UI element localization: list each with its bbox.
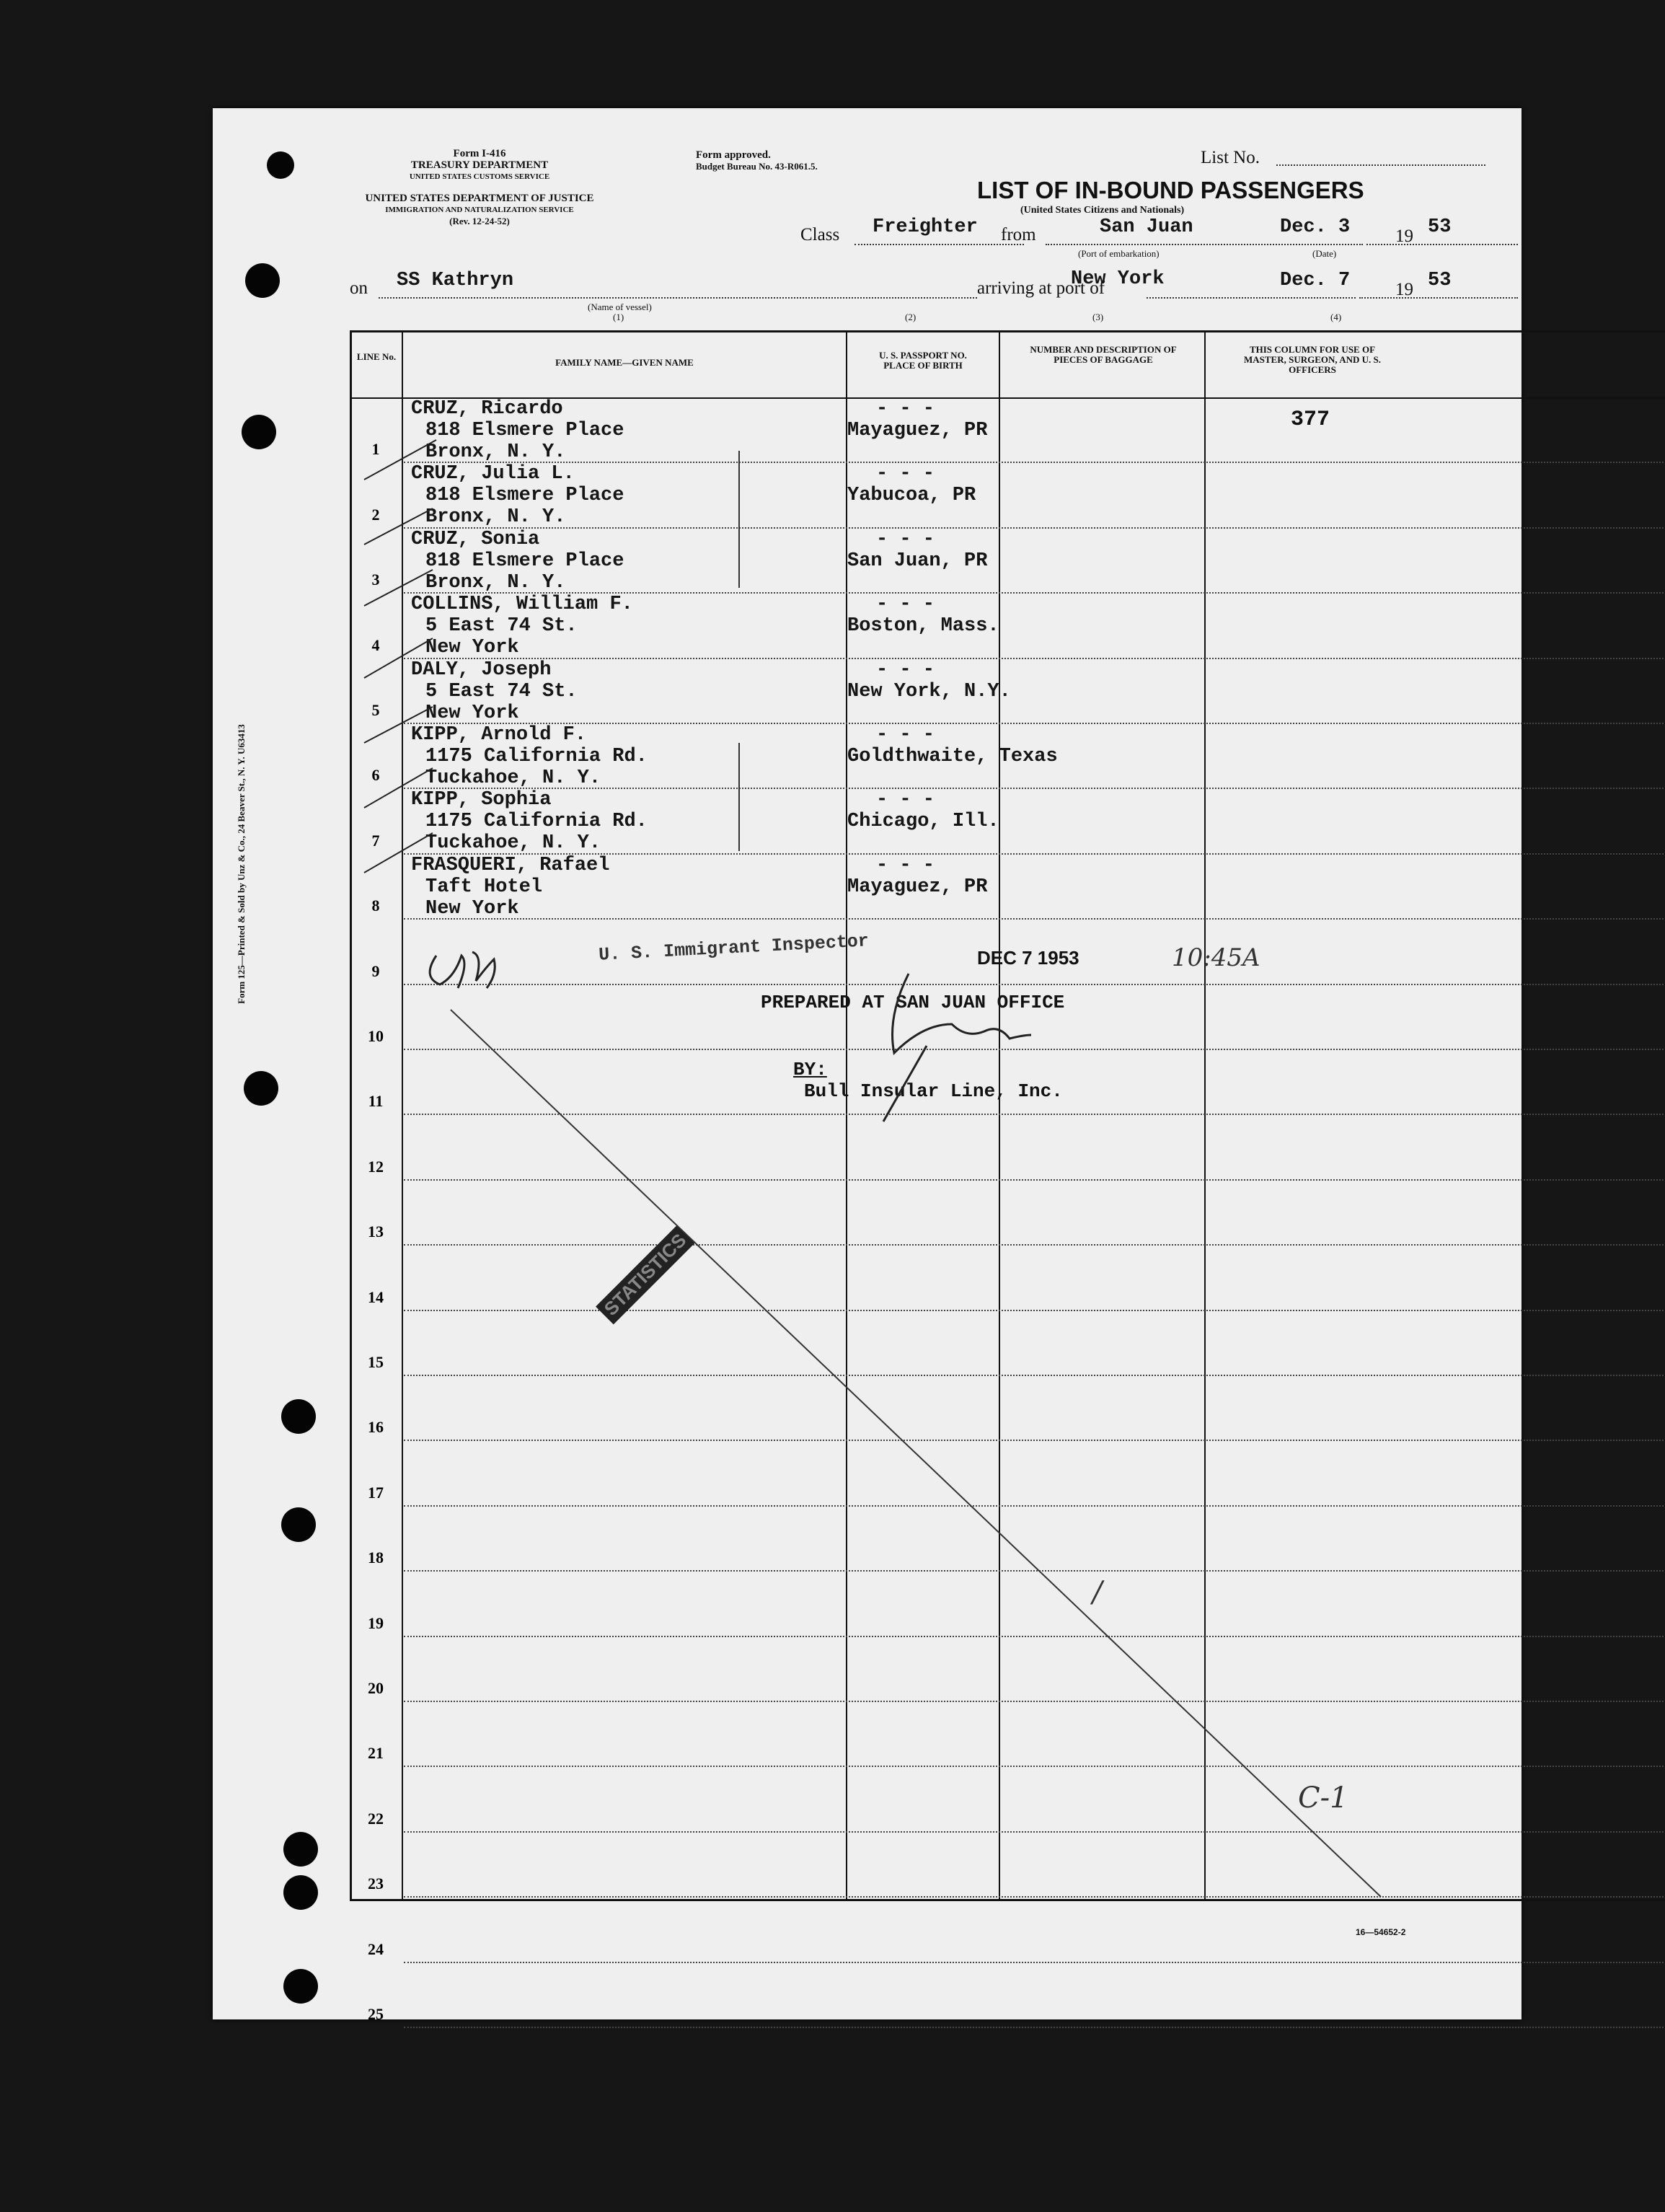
passenger-city: New York — [425, 897, 519, 920]
passenger-address: 1175 California Rd. — [425, 746, 648, 767]
by-label: BY: — [793, 1059, 827, 1080]
page-subtitle: (United States Citizens and Nationals) — [1020, 205, 1185, 216]
punch-hole — [281, 1399, 316, 1434]
class-value: Freighter — [873, 216, 978, 238]
punch-hole — [283, 1969, 318, 2004]
passenger-address: 5 East 74 St. — [425, 680, 578, 702]
date-caption: (Date) — [1312, 248, 1337, 259]
list-no-label: List No. — [1201, 148, 1260, 167]
punch-hole — [267, 151, 294, 179]
embark-date: Dec. 3 — [1280, 216, 1351, 238]
punch-hole — [283, 1832, 318, 1867]
passenger-name: COLLINS, William F. — [411, 594, 633, 616]
row-check-marks — [364, 440, 436, 873]
form-approved: Form approved. — [696, 149, 771, 161]
line-number: 20 — [368, 1679, 384, 1697]
embark-year: 53 — [1428, 216, 1452, 238]
line-number: 12 — [368, 1157, 384, 1176]
place-of-birth: Mayaguez, PR — [847, 876, 988, 898]
prepared-at: PREPARED AT SAN JUAN OFFICE — [761, 992, 1065, 1013]
passenger-name: FRASQUERI, Rafael — [411, 854, 610, 876]
manifest-page: Form I-416 TREASURY DEPARTMENT UNITED STATES CUSTOMS SERVICE UNITED STATES DEPARTMENT OF JUSTICE IMMIGRATION AND NATURALIZATION SERVICE (Rev. 12-24-52) Form approved. Budget Bureau No. 43-R061.5. List No. LIST OF IN-BOUND PASSENGERS (United States Citizens and Nationals) Class Freighter from San Juan (Port of embarkation) Dec. 3 (Date) 19 53 on SS Kathryn (Name of vessel) (1) arriving at port of New York (2) (3) Dec. 7 (4) 19 53 Form 125—Printed & Sold by Unz & Co., 24 Beaver St., N. Y. U63413 LINE No. FAMILY NAME—GIVEN NAME U. S. PASSPORT NO. PLACE OF BIRTH NUMBER AND DESCRIPTION OF PIECES OF BAGGAGE THIS COLUMN FOR USE OF MASTER, SURGEON, AND U. S. OFFICERS 1 2 3 4 5 6 7 8 9 10 11 12 13 14 15 16 17 18 19 20 21 22 23 24 25 CRUZ, Ricardo 818 Elsmere Place Bronx, N. Y. - - - Mayaguez, PR CRUZ, Julia L. 818 Elsmere Place Bronx, N. Y. - - - Yabucoa, PR CRUZ, Sonia 818 Elsmere Place Bronx, N. Y. - - - San Juan, PR COLLINS, William F. 5 East 74 St. New York - - - Boston, Mass. DALY, Joseph 5 East 74 St. New York - - - New York, N.Y. KIPP, Arnold F. 1175 California Rd. Tuckahoe, N. Y. - - - Goldthwaite, Texas KIPP, Sophia 1175 California Rd. Tuckahoe, N. Y. - - - Chicago, Ill. FRASQUERI, Rafael Taft Hotel New York - - - Mayaguez, PR 377 U. S. Immigrant Inspector DEC 7 1953 10:45A PREPARED AT SAN JUAN OFFICE BY: Bull Insular Line, Inc. STATISTICS C-1 / 16—54652-2 — [213, 108, 1522, 2019]
class-label: Class — [800, 225, 840, 244]
passenger-name: CRUZ, Julia L. — [411, 463, 575, 485]
arrival-year: 53 — [1428, 270, 1452, 291]
line-number: 23 — [368, 1874, 384, 1893]
line-number: 21 — [368, 1744, 384, 1763]
handwritten-marks — [213, 108, 1522, 2019]
line-number: 13 — [368, 1222, 384, 1241]
col-header-name: FAMILY NAME—GIVEN NAME — [555, 357, 694, 368]
line-number: 22 — [368, 1809, 384, 1828]
statistics-stamp: STATISTICS — [596, 1225, 695, 1325]
vessel-caption: (Name of vessel) — [588, 301, 652, 312]
passport-number: - - - — [876, 658, 935, 681]
revision-date: (Rev. 12-24-52) — [449, 216, 510, 226]
arrival-port: New York — [1071, 268, 1165, 290]
cancel-line — [451, 1010, 1381, 1897]
line-number: 4 — [371, 635, 380, 654]
mark-c1: C-1 — [1298, 1781, 1348, 1815]
line-number: 8 — [371, 896, 380, 915]
punch-hole — [242, 415, 276, 449]
arriving-label: arriving at port of — [977, 278, 1105, 298]
passenger-city: Tuckahoe, N. Y. — [425, 767, 601, 789]
dept-treasury: TREASURY DEPARTMENT — [410, 159, 549, 171]
passenger-name: DALY, Joseph — [411, 658, 552, 681]
on-label: on — [350, 278, 368, 298]
punch-hole — [283, 1875, 318, 1910]
line-number: 7 — [371, 831, 380, 850]
printer-imprint: Form 125—Printed & Sold by Unz & Co., 24 Beaver St., N. Y. U63413 — [236, 724, 247, 1004]
arrival-date: Dec. 7 — [1280, 270, 1351, 291]
passenger-address: 818 Elsmere Place — [425, 420, 624, 441]
footer-code: 16—54652-2 — [1356, 1927, 1406, 1937]
stamp-date: DEC 7 1953 — [977, 947, 1079, 969]
tick-mark: / — [1092, 1576, 1103, 1609]
line-number: 6 — [371, 766, 380, 785]
line-number: 17 — [368, 1483, 384, 1502]
line-number: 25 — [368, 2005, 384, 2023]
place-of-birth: Goldthwaite, Texas — [847, 746, 1058, 767]
passenger-name: KIPP, Sophia — [411, 789, 552, 811]
place-of-birth: Chicago, Ill. — [847, 811, 999, 833]
punch-hole — [244, 1071, 278, 1106]
passenger-name: KIPP, Arnold F. — [411, 724, 587, 746]
passenger-city: Bronx, N. Y. — [425, 506, 566, 529]
arrival-time: 10:45A — [1172, 943, 1260, 972]
form-number: Form I-416 — [453, 148, 506, 159]
row-divider — [404, 2027, 1665, 2028]
line-number: 16 — [368, 1418, 384, 1437]
col-header-passport: U. S. PASSPORT NO. PLACE OF BIRTH — [879, 350, 967, 371]
line-number: 19 — [368, 1613, 384, 1632]
passport-number: - - - — [876, 463, 935, 485]
embark-port: San Juan — [1100, 216, 1193, 238]
line-number: 9 — [371, 961, 380, 980]
embark-caption: (Port of embarkation) — [1078, 248, 1160, 259]
col-header-officers: THIS COLUMN FOR USE OF MASTER, SURGEON, AND U. S. OFFICERS — [1244, 344, 1381, 375]
line-number: 3 — [371, 570, 380, 589]
page-title: LIST OF IN-BOUND PASSENGERS — [977, 177, 1364, 203]
place-of-birth: New York, N.Y. — [847, 680, 1011, 702]
year-prefix-2: 19 — [1395, 280, 1413, 299]
place-of-birth: San Juan, PR — [847, 550, 988, 572]
passenger-address: 818 Elsmere Place — [425, 550, 624, 572]
vessel-name: SS Kathryn — [397, 270, 514, 291]
dept-justice: UNITED STATES DEPARTMENT OF JUSTICE — [365, 193, 594, 204]
place-of-birth: Yabucoa, PR — [847, 485, 976, 507]
line-number: 24 — [368, 1939, 384, 1958]
passenger-address: 818 Elsmere Place — [425, 485, 624, 507]
passenger-city: Bronx, N. Y. — [425, 441, 566, 463]
passenger-name: CRUZ, Ricardo — [411, 398, 563, 420]
col-header-baggage: NUMBER AND DESCRIPTION OF PIECES OF BAGGAGE — [1030, 344, 1177, 365]
place-of-birth: Boston, Mass. — [847, 615, 999, 638]
budget-bureau: Budget Bureau No. 43-R061.5. — [696, 161, 818, 172]
company-signature — [883, 974, 1031, 1122]
passenger-city: New York — [425, 637, 519, 659]
dept-customs: UNITED STATES CUSTOMS SERVICE — [409, 172, 550, 181]
passenger-address: Taft Hotel — [425, 876, 543, 898]
passport-number: - - - — [876, 398, 935, 420]
col-header-line: LINE No. — [356, 351, 397, 362]
line-number: 2 — [371, 505, 380, 524]
line-number: 5 — [371, 701, 380, 719]
line-number: 18 — [368, 1548, 384, 1567]
passenger-address: 5 East 74 St. — [425, 615, 578, 638]
company-name: Bull Insular Line, Inc. — [804, 1080, 1063, 1102]
punch-hole — [281, 1507, 316, 1542]
passport-number: - - - — [876, 528, 935, 550]
passenger-city: Bronx, N. Y. — [425, 571, 566, 594]
passport-number: - - - — [876, 789, 935, 811]
line-number: 14 — [368, 1287, 384, 1306]
passenger-name: CRUZ, Sonia — [411, 528, 540, 550]
officer-number: 377 — [1291, 407, 1330, 432]
passport-number: - - - — [876, 854, 935, 876]
inspector-stamp: U. S. Immigrant Inspector — [598, 930, 870, 966]
line-number: 15 — [368, 1353, 384, 1371]
line-number: 1 — [371, 440, 380, 459]
dept-ins: IMMIGRATION AND NATURALIZATION SERVICE — [385, 206, 574, 214]
place-of-birth: Mayaguez, PR — [847, 420, 988, 441]
passport-number: - - - — [876, 724, 935, 746]
passport-number: - - - — [876, 594, 935, 616]
line-number: 10 — [368, 1027, 384, 1045]
year-prefix-1: 19 — [1395, 226, 1413, 246]
from-label: from — [1001, 225, 1036, 244]
inspector-signature — [430, 952, 495, 988]
punch-hole — [245, 263, 280, 298]
passenger-city: Tuckahoe, N. Y. — [425, 832, 601, 855]
passenger-city: New York — [425, 702, 519, 724]
passenger-address: 1175 California Rd. — [425, 811, 648, 833]
line-number: 11 — [368, 1092, 384, 1111]
